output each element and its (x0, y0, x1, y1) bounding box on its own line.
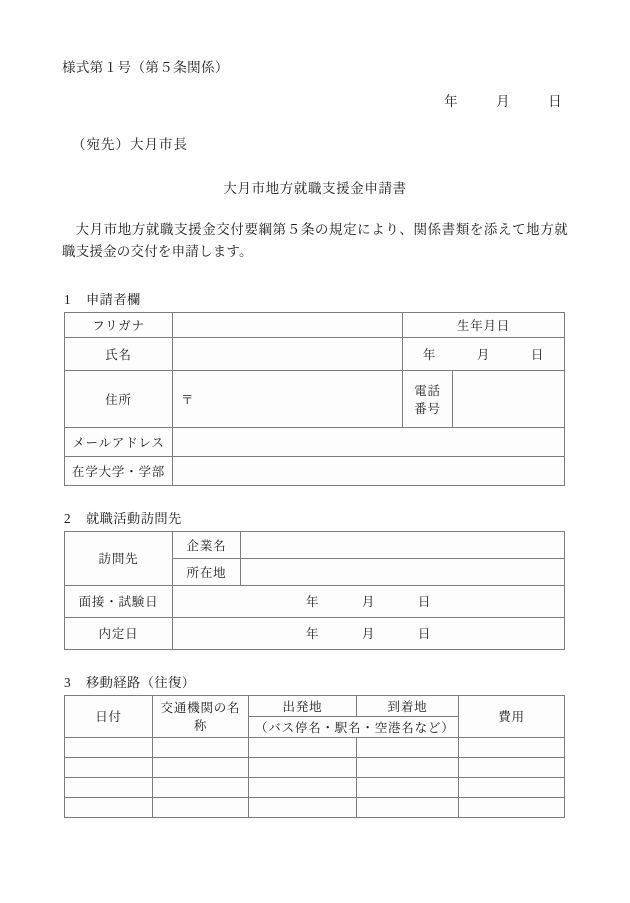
section-1-number: 1 (64, 291, 72, 307)
table-row (65, 312, 565, 337)
route-cell-departure[interactable] (249, 797, 357, 817)
table-row (65, 531, 565, 558)
header-date-month: 月 (496, 94, 510, 110)
route-cell-arrival[interactable] (357, 797, 459, 817)
table-row (65, 617, 565, 649)
email-label: メールアドレス (65, 427, 173, 456)
document-title: 大月市地方就職支援金申請書 (223, 181, 407, 197)
form-number: 様式第１号（第５条関係） (62, 60, 229, 75)
section-2-number: 2 (64, 510, 72, 526)
name-label: 氏名 (65, 337, 173, 370)
birth-day-label: 日 (530, 347, 545, 362)
section-1-heading (64, 289, 568, 308)
birth-month-label: 月 (476, 347, 491, 362)
route-cell-arrival[interactable] (357, 757, 459, 777)
route-cell-cost[interactable] (459, 737, 565, 757)
interview-day-label: 日 (417, 595, 432, 610)
route-cell-cost[interactable] (459, 777, 565, 797)
section-3-heading (64, 672, 568, 691)
header-date-day: 日 (548, 94, 562, 110)
company-input[interactable] (241, 531, 565, 558)
section-2-title: 就職活動訪問先 (86, 510, 182, 526)
route-cell-transport[interactable] (153, 737, 249, 757)
company-label: 企業名 (173, 531, 241, 558)
phone-input[interactable] (453, 370, 565, 427)
route-cell-transport[interactable] (153, 797, 249, 817)
body-paragraph: 大月市地方就職支援金交付要綱第５条の規定により、関係書類を添えて地方就職支援金の交付を申請します。 (62, 222, 568, 260)
postal-mark-icon: 〒 (181, 392, 195, 407)
furigana-label: フリガナ (65, 312, 173, 337)
table-row (65, 456, 565, 485)
name-input[interactable] (173, 337, 403, 370)
interview-date-label: 面接・試験日 (65, 585, 173, 617)
university-input[interactable] (173, 456, 565, 485)
route-header-arrival: 到着地 (357, 695, 459, 716)
route-cell-date[interactable] (65, 797, 153, 817)
birthdate-label: 生年月日 (403, 312, 565, 337)
interview-year-label: 年 (305, 595, 320, 610)
route-header-departure: 出発地 (249, 695, 357, 716)
section-3-number: 3 (64, 674, 72, 690)
birthdate-input[interactable] (403, 337, 565, 370)
route-cell-departure[interactable] (249, 737, 357, 757)
address-input[interactable] (173, 370, 403, 427)
location-label: 所在地 (173, 558, 241, 585)
offer-day-label: 日 (417, 627, 432, 642)
route-header-note: （バス停名・駅名・空港名など） (249, 716, 459, 737)
table-row (65, 737, 565, 757)
route-cell-cost[interactable] (459, 797, 565, 817)
route-cell-date[interactable] (65, 737, 153, 757)
table-row (65, 337, 565, 370)
visit-table (64, 531, 565, 650)
table-row (65, 777, 565, 797)
route-header-date: 日付 (65, 695, 153, 737)
route-cell-departure[interactable] (249, 777, 357, 797)
table-row (65, 370, 565, 427)
interview-month-label: 月 (361, 595, 376, 610)
route-cell-transport[interactable] (153, 757, 249, 777)
route-cell-date[interactable] (65, 757, 153, 777)
location-input[interactable] (241, 558, 565, 585)
university-label: 在学大学・学部 (65, 456, 173, 485)
table-header-row (65, 695, 565, 716)
phone-label-line2: 番号 (414, 401, 441, 416)
offer-month-label: 月 (361, 627, 376, 642)
table-row (65, 797, 565, 817)
address-label: 住所 (65, 370, 173, 427)
email-input[interactable] (173, 427, 565, 456)
route-header-transport: 交通機関の名称 (153, 695, 249, 737)
route-cell-departure[interactable] (249, 757, 357, 777)
furigana-input[interactable] (173, 312, 403, 337)
offer-date-label: 内定日 (65, 617, 173, 649)
route-cell-arrival[interactable] (357, 737, 459, 757)
route-table (64, 695, 565, 818)
visit-label: 訪問先 (65, 531, 173, 585)
route-cell-arrival[interactable] (357, 777, 459, 797)
section-2-heading (64, 508, 568, 527)
section-3-title: 移動経路（往復） (86, 674, 196, 690)
table-row (65, 585, 565, 617)
phone-label (403, 370, 453, 427)
header-date-year: 年 (444, 94, 458, 110)
addressee: （宛先）大月市長 (72, 137, 188, 153)
phone-label-line1: 電話 (414, 383, 441, 398)
table-row (65, 427, 565, 456)
applicant-table (64, 312, 565, 486)
table-row (65, 757, 565, 777)
route-header-cost: 費用 (459, 695, 565, 737)
birth-year-label: 年 (422, 347, 437, 362)
route-cell-transport[interactable] (153, 777, 249, 797)
section-1-title: 申請者欄 (86, 291, 141, 307)
offer-year-label: 年 (305, 627, 320, 642)
interview-date-input[interactable] (173, 585, 565, 617)
header-date-line (62, 90, 568, 110)
route-cell-cost[interactable] (459, 757, 565, 777)
route-cell-date[interactable] (65, 777, 153, 797)
offer-date-input[interactable] (173, 617, 565, 649)
